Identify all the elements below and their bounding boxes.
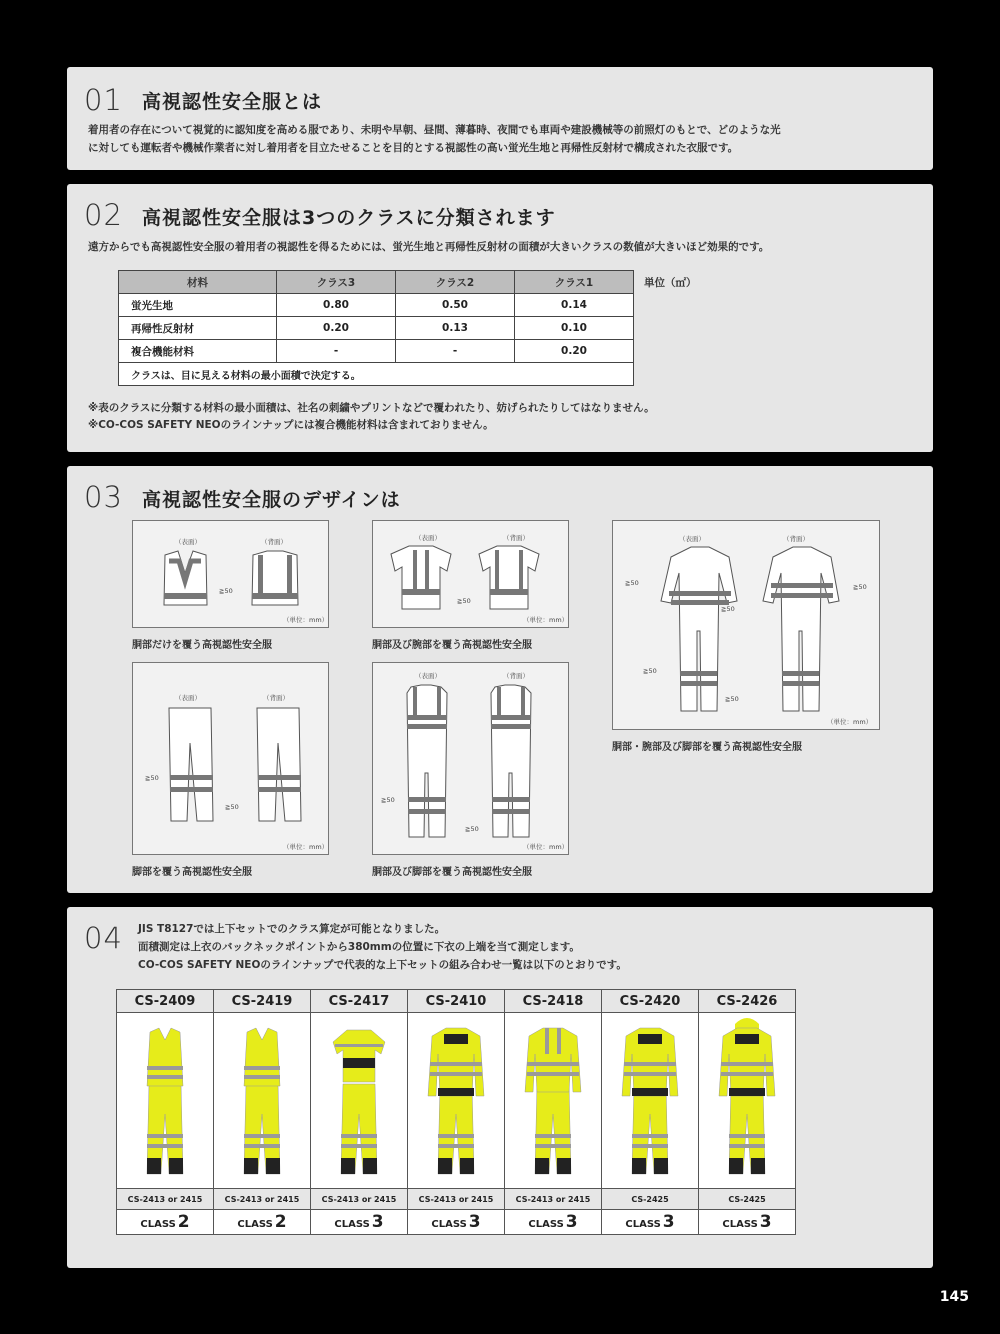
product-code: CS-2417 <box>311 990 408 1013</box>
class-number: 3 <box>662 1212 675 1232</box>
row-label: 蛍光生地 <box>119 294 277 317</box>
unit-label: 単位（㎡） <box>644 277 697 289</box>
class-word: CLASS <box>722 1219 758 1230</box>
class-word: CLASS <box>625 1219 661 1230</box>
class-number: 3 <box>371 1212 384 1232</box>
class-label <box>505 1210 602 1235</box>
body-line: に対しても運転者や機械作業者に対し着用者を目立たせることを目的とする視認性の高い蛍光生地と再帰性反射材で構成された衣服です。 <box>88 142 739 154</box>
class-number: 3 <box>565 1212 578 1232</box>
body-line: 面積測定は上衣のバックネックポイントから380mmの位置に下衣の上端を当て測定します。 <box>138 941 580 953</box>
vest-diagram <box>132 520 329 628</box>
product-code: CS-2410 <box>408 990 505 1013</box>
table-row <box>119 340 634 363</box>
workwear-set-icon <box>602 1014 698 1184</box>
workwear-set-icon <box>505 1014 601 1184</box>
cell: 0.20 <box>277 317 396 340</box>
class-label <box>117 1210 214 1235</box>
back-label: （背面） <box>503 672 529 680</box>
vest-caption: 胴部だけを覆う高視認性安全服 <box>132 640 272 651</box>
note: ※CO-COS SAFETY NEOのラインナップには複合機能材料は含まれておりません。 <box>88 419 494 431</box>
section-body <box>138 920 915 974</box>
pants-code: CS-2413 or 2415 <box>214 1189 311 1210</box>
class-label <box>408 1210 505 1235</box>
coverall-caption: 胴部・腕部及び脚部を覆う高視認性安全服 <box>612 742 802 753</box>
front-label: （表面） <box>679 535 705 543</box>
coverall-illustration <box>613 521 881 731</box>
class-number: 2 <box>274 1212 287 1232</box>
pants-code: CS-2413 or 2415 <box>505 1189 602 1210</box>
dimension-label: ≧50 <box>625 579 639 587</box>
back-label: （背面） <box>261 538 287 546</box>
class-word: CLASS <box>334 1219 370 1230</box>
page-number: 145 <box>939 1289 969 1305</box>
pants-code: CS-2413 or 2415 <box>311 1189 408 1210</box>
workwear-set-icon <box>311 1014 407 1184</box>
class-table <box>118 270 634 386</box>
unit-label: （単位：mm） <box>523 616 569 624</box>
unit-label: （単位：mm） <box>283 843 329 851</box>
section-01 <box>67 67 933 170</box>
dimension-label: ≧50 <box>721 605 735 613</box>
product-image <box>311 1013 408 1189</box>
pants-illustration <box>133 663 330 856</box>
shirt-diagram <box>372 520 569 628</box>
workwear-set-icon <box>117 1014 213 1184</box>
cell: - <box>277 340 396 363</box>
product-image <box>505 1013 602 1189</box>
unit-label: （単位：mm） <box>523 843 569 851</box>
table-header: クラス3 <box>277 271 396 294</box>
shirt-illustration <box>373 521 570 629</box>
table-footnote: クラスは、目に見える材料の最小面積で決定する。 <box>119 363 634 386</box>
class-word: CLASS <box>528 1219 564 1230</box>
product-code: CS-2409 <box>117 990 214 1013</box>
dimension-label: ≧50 <box>457 597 471 605</box>
pants-code: CS-2413 or 2415 <box>117 1189 214 1210</box>
body-line: CO-COS SAFETY NEOのラインナップで代表的な上下セットの組み合わせ一覧は以下のとおりです。 <box>138 959 627 971</box>
body-line: 着用者の存在について視覚的に認知度を高める服であり、未明や早朝、昼間、薄暮時、夜間でも車両や建設機械等の前照灯のもとで、どのような光 <box>88 124 781 136</box>
cell: - <box>396 340 515 363</box>
section-title: 高視認性安全服のデザインは <box>142 489 401 511</box>
class-word: CLASS <box>140 1219 176 1230</box>
product-code: CS-2420 <box>602 990 699 1013</box>
unit-label: （単位：mm） <box>827 718 873 726</box>
body-line: JIS T8127では上下セットでのクラス算定が可能となりました。 <box>138 923 446 935</box>
product-table <box>116 989 796 1235</box>
dimension-label: ≧50 <box>145 774 159 782</box>
overall-caption: 胴部及び脚部を覆う高視認性安全服 <box>372 867 532 878</box>
section-body <box>88 121 915 157</box>
row-label: 複合機能材料 <box>119 340 277 363</box>
dimension-label: ≧50 <box>225 803 239 811</box>
product-image <box>214 1013 311 1189</box>
section-number: 01 <box>84 83 123 117</box>
section-lead: 遠方からでも高視認性安全服の着用者の視認性を得るためには、蛍光生地と再帰性反射材の面積が大きいクラスの数値が大きいほど効果的です。 <box>88 241 770 253</box>
table-header: クラス1 <box>515 271 634 294</box>
cell: 0.13 <box>396 317 515 340</box>
class-word: CLASS <box>431 1219 467 1230</box>
cell: 0.50 <box>396 294 515 317</box>
cell: 0.20 <box>515 340 634 363</box>
back-label: （背面） <box>783 535 809 543</box>
front-label: （表面） <box>415 534 441 542</box>
front-label: （表面） <box>415 672 441 680</box>
product-image <box>408 1013 505 1189</box>
section-02 <box>67 184 933 452</box>
pants-diagram <box>132 662 329 855</box>
back-label: （背面） <box>263 694 289 702</box>
product-image <box>699 1013 796 1189</box>
pants-code: CS-2425 <box>602 1189 699 1210</box>
unit-label: （単位：mm） <box>283 616 329 624</box>
class-label <box>311 1210 408 1235</box>
overall-illustration <box>373 663 570 856</box>
cell: 0.14 <box>515 294 634 317</box>
shirt-caption: 胴部及び腕部を覆う高視認性安全服 <box>372 640 532 651</box>
workwear-set-icon <box>408 1014 504 1184</box>
dimension-label: ≧50 <box>853 583 867 591</box>
section-number: 04 <box>84 921 123 955</box>
section-03 <box>67 466 933 893</box>
class-number: 2 <box>177 1212 190 1232</box>
product-code: CS-2426 <box>699 990 796 1013</box>
dimension-label: ≧50 <box>643 667 657 675</box>
pants-code: CS-2425 <box>699 1189 796 1210</box>
class-number: 3 <box>468 1212 481 1232</box>
front-label: （表面） <box>175 538 201 546</box>
cell: 0.10 <box>515 317 634 340</box>
vest-illustration <box>133 521 330 629</box>
product-image <box>117 1013 214 1189</box>
class-label <box>214 1210 311 1235</box>
table-header: クラス2 <box>396 271 515 294</box>
product-image <box>602 1013 699 1189</box>
section-number: 03 <box>84 480 123 514</box>
cell: 0.80 <box>277 294 396 317</box>
overall-diagram <box>372 662 569 855</box>
class-number: 3 <box>759 1212 772 1232</box>
class-word: CLASS <box>237 1219 273 1230</box>
table-row <box>119 317 634 340</box>
front-label: （表面） <box>175 694 201 702</box>
coverall-diagram <box>612 520 880 730</box>
class-label <box>602 1210 699 1235</box>
section-number: 02 <box>84 198 123 232</box>
section-04 <box>67 907 933 1268</box>
workwear-set-icon <box>699 1014 795 1184</box>
product-code: CS-2419 <box>214 990 311 1013</box>
dimension-label: ≧50 <box>465 825 479 833</box>
back-label: （背面） <box>503 534 529 542</box>
dimension-label: ≧50 <box>219 587 233 595</box>
pants-code: CS-2413 or 2415 <box>408 1189 505 1210</box>
section-title: 高視認性安全服は3つのクラスに分類されます <box>142 207 556 229</box>
row-label: 再帰性反射材 <box>119 317 277 340</box>
dimension-label: ≧50 <box>381 796 395 804</box>
pants-caption: 脚部を覆う高視認性安全服 <box>132 867 252 878</box>
workwear-set-icon <box>214 1014 310 1184</box>
note: ※表のクラスに分類する材料の最小面積は、社名の刺繍やプリントなどで覆われたり、妨げられたりしてはなりません。 <box>88 402 655 414</box>
dimension-label: ≧50 <box>725 695 739 703</box>
class-label <box>699 1210 796 1235</box>
table-row <box>119 294 634 317</box>
product-code: CS-2418 <box>505 990 602 1013</box>
table-header: 材料 <box>119 271 277 294</box>
section-title: 高視認性安全服とは <box>142 91 323 113</box>
